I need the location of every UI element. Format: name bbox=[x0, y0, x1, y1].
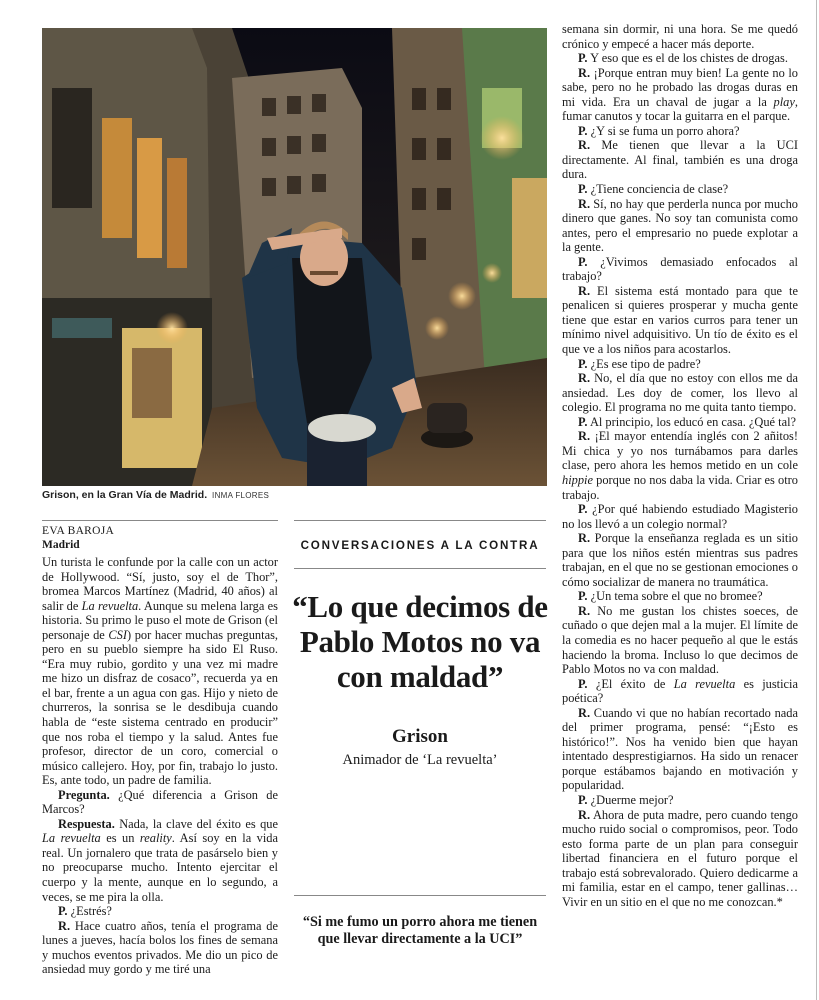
paragraph-text: Sí, no hay que perderla nunca por mucho dinero que ganes. No soy tan comunista como antes, pero el empresario no puede explotar a la gente. bbox=[562, 196, 798, 255]
answer-label: R. bbox=[578, 807, 591, 822]
continued-paragraph: semana sin dormir, ni una hora. Se me quedó crónico y empecé a hacer más deporte. bbox=[562, 22, 798, 51]
interviewee-role: Animador de ‘La revuelta’ bbox=[342, 752, 498, 768]
section-bottom-rule bbox=[294, 568, 546, 569]
question-label: P. bbox=[578, 792, 588, 807]
answer-label: R. bbox=[578, 603, 591, 618]
question-paragraph bbox=[562, 589, 798, 604]
author-name: EVA BAROJA bbox=[42, 525, 115, 537]
question-paragraph bbox=[562, 255, 798, 284]
question-label: P. bbox=[578, 676, 588, 691]
question-label: P. bbox=[578, 414, 588, 429]
paragraph-text: Cuando vi que no habían recortado nada del primer programa, pensé: “¡Esto es histórico!”. Nos ha venido bien que hayan intentado desprestigiarnos. Ha sido un renacer porque estábamos bajando en motivación y popularidad. bbox=[562, 705, 798, 793]
street-night-photo bbox=[42, 28, 547, 486]
pull-quote-box bbox=[294, 895, 546, 949]
article-column-1 bbox=[42, 520, 278, 977]
answer-label: R. bbox=[578, 531, 591, 546]
question-label: P. bbox=[578, 123, 588, 138]
question-paragraph bbox=[562, 677, 798, 706]
question-label: Pregunta. bbox=[58, 787, 110, 802]
section-top-rule bbox=[294, 520, 546, 521]
answer-paragraph bbox=[562, 531, 798, 589]
answer-paragraph bbox=[42, 919, 278, 977]
question-label: P. bbox=[578, 356, 588, 371]
question-label: P. bbox=[578, 589, 588, 604]
column-1-body bbox=[42, 555, 278, 977]
paragraph-text: Porque la enseñanza reglada es un sitio para que los niños estén mientras sus padres trabajan, en el que no se gestionan emociones o cómo socializar de manera no traumática. bbox=[562, 531, 798, 589]
paragraph-text: El sistema está montado para que te penalicen si quieres prosperar y mucha gente tiene que estar en varios curros para tener un mínimo nivel adquisitivo. Un tío de éxito es el que ve a los niños para acostarlos. bbox=[562, 283, 798, 357]
article-column-3 bbox=[562, 22, 798, 909]
paragraph-text: Al principio, los educó en casa. ¿Qué tal? bbox=[587, 414, 797, 429]
answer-label: R. bbox=[578, 371, 591, 386]
article-column-2 bbox=[292, 520, 548, 948]
headline: “Lo que decimos de Pablo Motos no va con maldad” bbox=[292, 589, 548, 694]
column-1-top-rule bbox=[42, 520, 278, 521]
paragraph-text: No, el día que no estoy con ellos me da ansiedad. Les doy de comer, los llevo al colegio. El programa no me quita tanto tiempo. bbox=[562, 371, 798, 415]
lead-paragraph: Un turista le confunde por la calle con un actor de Hollywood. “Sí, justo, soy el de Thor”, bromea Marcos Martínez (Madrid, 40 años) al salir de La revuelta. Aunque su melena larga es historia. Su primo le puso el mote de Grison (el personaje de CSI) por hacer muchas preguntas, pero en su pueblo siempre ha sido El Ruso. “Era muy rubio, gordito y una vez mi madre me hizo un disfraz de cosaco”, recuerda ya en el bar, frente a un agua con gas. Hijo y nieto de churreros, la sonrisa se le desdibuja cuando habla de “este sistema centrado en producir” que nos roba el tiempo y la salud. Antes fue profesor, director de un coro, comercial o músico callejero. Hoy, por fin, trabajo lo justo. Es, ante todo, un padre de familia. bbox=[42, 555, 278, 788]
answer-paragraph bbox=[562, 808, 798, 910]
question-paragraph bbox=[562, 51, 798, 66]
paragraph-text: ¿Estrés? bbox=[67, 904, 112, 919]
pull-quote: “Si me fumo un porro ahora me tienen que llevar directamente a la UCI” bbox=[302, 914, 538, 948]
paragraph-text: ¿Y si se fuma un porro ahora? bbox=[587, 123, 740, 138]
answer-label: R. bbox=[578, 196, 591, 211]
answer-label: R. bbox=[578, 138, 591, 153]
answer-label: R. bbox=[58, 918, 71, 933]
paragraph-text: No me gustan los chistes soeces, de cuñado o que dejen mal a la mujer. El límite de la comedia es no hacer pequeño al que le estás haciendo la broma. Incluso lo que decimos de Pablo Motos no va con maldad. bbox=[562, 603, 798, 677]
paragraph-text: ¿Vivimos demasiado enfocados al trabajo? bbox=[562, 254, 798, 284]
question-paragraph bbox=[562, 502, 798, 531]
answer-label: R. bbox=[578, 705, 591, 720]
answer-label: R. bbox=[578, 283, 591, 298]
answer-paragraph bbox=[562, 138, 798, 182]
question-label: P. bbox=[58, 904, 68, 919]
answer-paragraph bbox=[562, 66, 798, 124]
dateline-place: Madrid bbox=[42, 539, 80, 551]
section-label: CONVERSACIONES A LA CONTRA bbox=[300, 539, 540, 552]
paragraph-text: Nada, la clave del éxito es que La revuelta es un reality. Así soy en la vida real. Un jornalero que trata de pasárselo bien y no preocuparse mucho. Intento ejercitar el cuerpo y la mente, aunque en lo segundo, a veces, se me pira la olla. bbox=[42, 816, 279, 904]
question-paragraph bbox=[562, 357, 798, 372]
paragraph-text: Hace cuatro años, tenía el programa de lunes a jueves, hacía bolos los fines de semana y muchos eventos privados. Me dio un pico de ansiedad muy gordo y me tiré una bbox=[42, 918, 278, 977]
article-photo bbox=[42, 28, 547, 486]
question-label: P. bbox=[578, 51, 588, 66]
paragraph-text: ¿Es ese tipo de padre? bbox=[587, 356, 701, 371]
photo-credit: INMA FLORES bbox=[212, 491, 270, 500]
answer-paragraph bbox=[562, 284, 798, 357]
answer-paragraph bbox=[562, 429, 798, 502]
answer-label: R. bbox=[578, 429, 591, 444]
paragraph-text: ¿Por qué habiendo estudiado Magisterio no los llevó a un colegio normal? bbox=[562, 502, 798, 531]
answer-paragraph bbox=[562, 604, 798, 677]
question-paragraph bbox=[562, 793, 798, 808]
photo-caption bbox=[42, 489, 547, 501]
question-paragraph bbox=[562, 124, 798, 139]
answer-paragraph bbox=[562, 706, 798, 793]
paragraph-text: Me tienen que llevar a la UCI directamente. Al final, también es una droga dura. bbox=[562, 138, 798, 182]
paragraph-text: ¿Tiene conciencia de clase? bbox=[587, 182, 729, 197]
interviewee-name: Grison bbox=[392, 726, 448, 747]
page-edge-rule bbox=[816, 0, 817, 1000]
paragraph-text: ¿Duerme mejor? bbox=[587, 792, 674, 807]
column-3-body bbox=[562, 22, 798, 909]
question-paragraph bbox=[42, 904, 278, 919]
answer-label: Respuesta. bbox=[58, 816, 115, 831]
paragraph-text: ¿Un tema sobre el que no bromee? bbox=[587, 589, 763, 604]
question-paragraph bbox=[562, 182, 798, 197]
question-paragraph bbox=[42, 788, 278, 817]
paragraph-text: ¿Qué diferencia a Grison de Marcos? bbox=[42, 787, 278, 817]
paragraph-text: Y eso que es el de los chistes de drogas. bbox=[587, 51, 788, 66]
caption-text: Grison, en la Gran Vía de Madrid. bbox=[42, 489, 208, 501]
question-label: P. bbox=[578, 254, 588, 269]
paragraph-text: ¡El mayor entendía inglés con 2 añitos! Mi chica y yo nos turnábamos para darles clase, pero ahora les hemos metido en un cole hippie porque no nos daba la vida. Criar es otro trabajo. bbox=[562, 429, 798, 502]
paragraph-text: ¿El éxito de La revuelta es justicia poética? bbox=[562, 676, 798, 706]
answer-label: R. bbox=[578, 65, 591, 80]
paragraph-text: ¡Porque entran muy bien! La gente no lo sabe, pero no he probado las drogas duras en mi vida. Era un chaval de jugar a la play, fumar canutos y tocar la guitarra en el parque. bbox=[562, 65, 798, 124]
question-paragraph bbox=[562, 415, 798, 430]
answer-paragraph bbox=[562, 197, 798, 255]
paragraph-text: Ahora de puta madre, pero cuando tengo mucho ruido social o compromisos, peor. Todo esto forma parte de un plan para conseguir libertad financiera en el futuro porque el trabajo está sobrevalorado. Quiero dedicarme a mi familia, estar en el campo, tener gallinas… Vivir en un sitio en el que no me conozcan.* bbox=[562, 807, 798, 909]
answer-paragraph bbox=[42, 817, 278, 904]
question-label: P. bbox=[578, 182, 588, 197]
question-label: P. bbox=[578, 502, 588, 517]
answer-paragraph bbox=[562, 371, 798, 415]
